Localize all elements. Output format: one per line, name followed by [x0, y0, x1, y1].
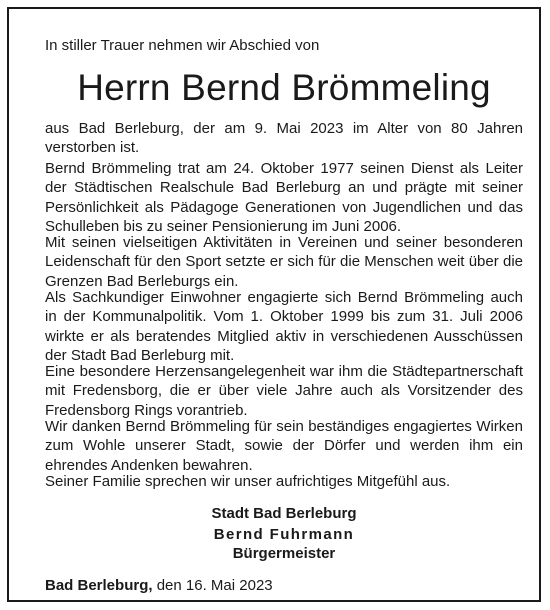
- paragraph-condolences: Seiner Familie sprechen wir unser aufrichtiges Mitgefühl aus.: [45, 473, 451, 490]
- footer-place: Bad Berleburg,: [45, 577, 153, 594]
- paragraph-partnership: Eine besondere Herzensangelegenheit war ihm die Städtepartnerschaft mit Fredensborg, die er über viele Jahre auch als Vorsitzender des Fredensborg Rings vorantrieb.: [45, 363, 523, 419]
- paragraph-politics: Als Sachkundiger Einwohner engagierte sich Bernd Brömmeling auch in der Kommunalpolitik. Vom 1. Oktober 1999 bis zum 31. Juli 2006 wirkte er als beratendes Mitglied aktiv in verschiedenen Ausschüssen der Stadt Bad Berleburg mit.: [45, 289, 523, 365]
- signature-title: Bürgermeister: [232, 545, 336, 562]
- signature-person: Bernd Fuhrmann: [213, 526, 355, 543]
- intro-line: In stiller Trauer nehmen wir Abschied von: [45, 37, 320, 54]
- footer-dateline: [45, 576, 273, 595]
- paragraph-activities: Mit seinen vielseitigen Aktivitäten in Vereinen und seiner besonderen Leidenschaft für den Sport setzte er sich für die Menschen weit über die Grenzen Bad Berleburgs ein.: [45, 234, 523, 290]
- paragraph-thanks: Wir danken Bernd Brömmeling für sein beständiges engagiertes Wirken zum Wohle unserer Stadt, sowie der Dörfer und werden ihm ein ehrendes Andenken bewahren.: [45, 418, 523, 474]
- footer-date: den 16. Mai 2023: [156, 577, 273, 594]
- paragraph-career: Bernd Brömmeling trat am 24. Oktober 1977 seinen Dienst als Leiter der Städtischen Realschule Bad Berleburg an und prägte mit seiner Persönlichkeit als Pädagoge Generationen von Jugendlichen und das Schulleben bis zu seiner Pensionierung im Juni 2006.: [45, 160, 523, 236]
- deceased-name: Herrn Bernd Brömmeling: [77, 67, 491, 108]
- obituary-frame: [7, 7, 541, 602]
- paragraph-death-notice: aus Bad Berleburg, der am 9. Mai 2023 im Alter von 80 Jahren verstorben ist.: [45, 120, 523, 157]
- signature-org: Stadt Bad Berleburg: [211, 505, 357, 522]
